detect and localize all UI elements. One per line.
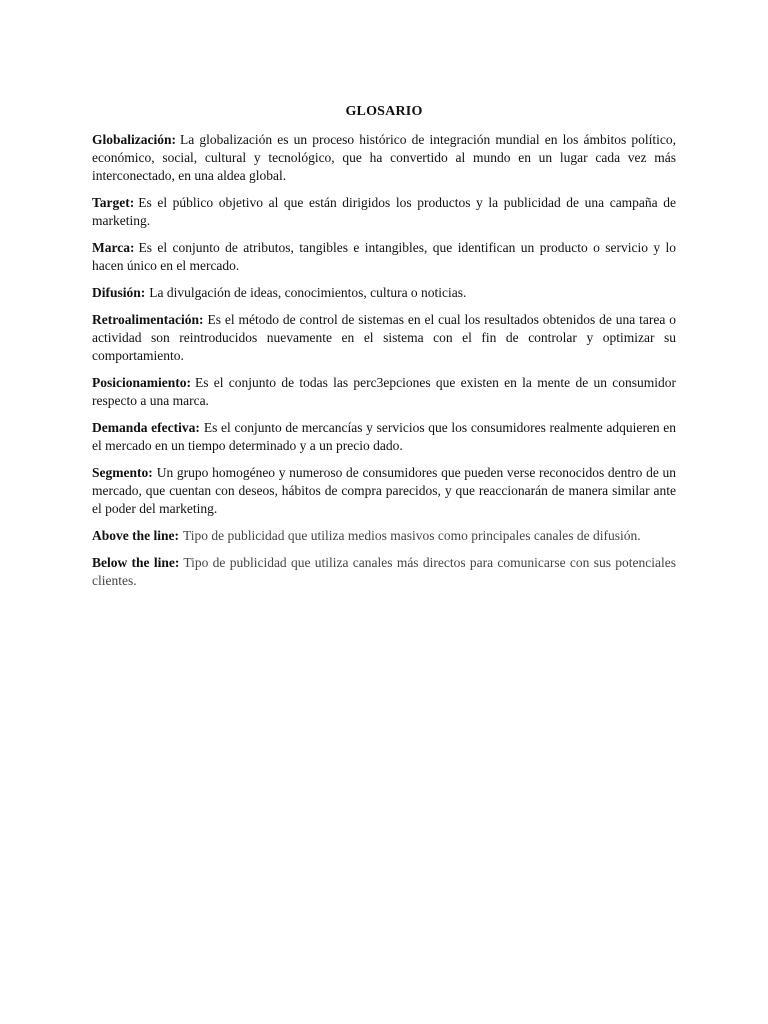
glossary-entry-difusion (92, 284, 676, 302)
glossary-definition: Es el conjunto de mercancías y servicios que los consumidores realmente adquieren en el mercado en un tiempo determinado y a un precio dado. (92, 420, 677, 453)
glossary-term: Below the line: (92, 555, 180, 570)
glossary-entry-posicionamiento (92, 374, 676, 410)
glossary-definition: Tipo de publicidad que utiliza medios masivos como principales canales de difusión. (183, 528, 641, 543)
glossary-term: Marca: (92, 240, 135, 255)
glossary-term: Segmento: (92, 465, 153, 480)
glossary-entry-marca (92, 239, 676, 275)
glossary-entry-segmento (92, 464, 676, 518)
glossary-definition: Es el público objetivo al que están dirigidos los productos y la publicidad de una campaña de marketing. (92, 195, 676, 228)
glossary-term: Posicionamiento: (92, 375, 191, 390)
glossary-term: Retroalimentación: (92, 312, 204, 327)
glossary-term: Globalización: (92, 132, 176, 147)
glossary-term: Above the line: (92, 528, 179, 543)
glossary-term: Target: (92, 195, 135, 210)
glossary-entry-globalizacion (92, 131, 676, 185)
glossary-definition: La globalización es un proceso histórico de integración mundial en los ámbitos político, económico, social, cultural y tecnológico, que ha convertido al mundo en un lugar cada vez más interconectado, en una aldea global. (92, 132, 676, 183)
glossary-term: Difusión: (92, 285, 146, 300)
document-page (92, 103, 676, 599)
glossary-entry-below-the-line (92, 554, 676, 590)
glossary-definition: Es el conjunto de atributos, tangibles e intangibles, que identifican un producto o servicio y lo hacen único en el mercado. (92, 240, 676, 273)
glossary-definition: Un grupo homogéneo y numeroso de consumidores que pueden verse reconocidos dentro de un mercado, que cuentan con deseos, hábitos de compra parecidos, y que reaccionarán de manera similar ante el poder del marketing. (92, 465, 676, 516)
glossary-definition: La divulgación de ideas, conocimientos, cultura o noticias. (149, 285, 467, 300)
glossary-entry-demanda-efectiva (92, 419, 676, 455)
glossary-term: Demanda efectiva: (92, 420, 200, 435)
glossary-definition: Es el conjunto de todas las perc3epciones que existen en la mente de un consumidor respecto a una marca. (92, 375, 676, 408)
glossary-definition: Tipo de publicidad que utiliza canales más directos para comunicarse con sus potenciales clientes. (92, 555, 676, 588)
glossary-entry-target (92, 194, 676, 230)
glossary-definition: Es el método de control de sistemas en el cual los resultados obtenidos de una tarea o actividad son reintroducidos nuevamente en el sistema con el fin de controlar y optimizar su comportamiento. (92, 312, 676, 363)
page-title: GLOSARIO (345, 104, 423, 119)
glossary-entry-above-the-line (92, 527, 676, 545)
glossary-entry-retroalimentacion (92, 311, 676, 365)
